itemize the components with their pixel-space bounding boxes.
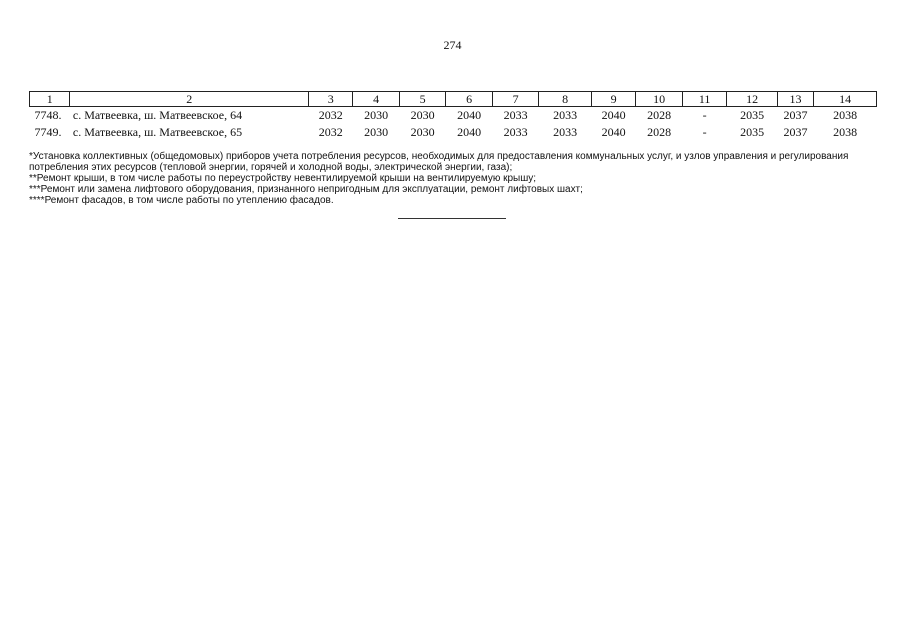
table-cell: 2037 (783, 108, 808, 122)
table-cell: 2035 (740, 125, 765, 139)
table-cell: 2030 (364, 108, 389, 122)
table-cell: 2033 (503, 125, 528, 139)
column-header: 8 (539, 92, 592, 107)
table-cell: 2040 (601, 108, 626, 122)
table-cell: 2028 (647, 108, 672, 122)
table-cell: 2030 (410, 108, 435, 122)
row-number: 7749. (34, 125, 62, 139)
table-row (30, 124, 877, 141)
table-cell: 2040 (457, 125, 482, 139)
column-header: 2 (70, 92, 309, 107)
column-header: 14 (814, 92, 877, 107)
table-cell: 2033 (553, 125, 578, 139)
table-cell: 2038 (833, 108, 858, 122)
column-header: 9 (591, 92, 635, 107)
column-header: 1 (30, 92, 70, 107)
footnotes (29, 151, 879, 206)
table-cell: 2028 (647, 125, 672, 139)
table-cell: 2038 (833, 125, 858, 139)
column-header: 6 (446, 92, 492, 107)
column-header: 4 (353, 92, 399, 107)
end-divider (398, 218, 506, 219)
table-cell: 2037 (783, 125, 808, 139)
footnote: ***Ремонт или замена лифтового оборудования, признанного непригодным для эксплуатации, ремонт лифтовых шахт; (29, 184, 583, 195)
table-cell: - (702, 108, 707, 122)
column-header: 13 (777, 92, 813, 107)
table-cell: - (702, 125, 707, 139)
row-address: с. Матвеевка, ш. Матвеевское, 65 (72, 125, 243, 139)
row-address: с. Матвеевка, ш. Матвеевское, 64 (72, 108, 243, 122)
table-cell: 2033 (503, 108, 528, 122)
table-row (30, 107, 877, 125)
column-header: 12 (727, 92, 778, 107)
table-cell: 2033 (553, 108, 578, 122)
column-header: 5 (399, 92, 445, 107)
table-cell: 2032 (318, 125, 343, 139)
column-header: 7 (492, 92, 538, 107)
table-cell: 2030 (410, 125, 435, 139)
page-number: 274 (443, 38, 462, 52)
table-cell: 2040 (457, 108, 482, 122)
table-cell: 2035 (740, 108, 765, 122)
column-header: 10 (636, 92, 682, 107)
row-number: 7748. (34, 108, 62, 122)
footnote: *Установка коллективных (общедомовых) приборов учета потребления ресурсов, необходимых для предоставления коммунальных услуг, и узлов управления и регулирования потребления этих ресурсов (тепловой энергии, горячей и холодной воды, электрической энергии, газа); (29, 151, 849, 173)
table-header-row (30, 92, 877, 107)
column-header: 3 (308, 92, 352, 107)
table-cell: 2032 (318, 108, 343, 122)
footnote: ****Ремонт фасадов, в том числе работы по утеплению фасадов. (29, 195, 334, 206)
footnote: **Ремонт крыши, в том числе работы по переустройству невентилируемой крыши на вентилируемую крышу; (29, 173, 537, 184)
schedule-table (29, 91, 877, 141)
table-cell: 2030 (364, 125, 389, 139)
column-header: 11 (682, 92, 726, 107)
table-cell: 2040 (601, 125, 626, 139)
